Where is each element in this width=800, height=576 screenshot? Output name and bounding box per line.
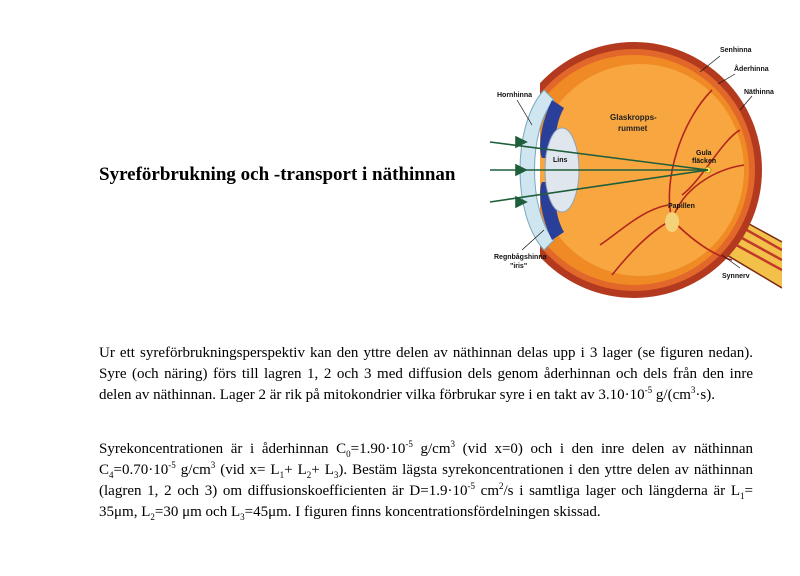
label-hornhinna: Hornhinna [497,92,532,99]
paragraph-problem: Syrekoncentrationen är i åderhinnan $C_0=1.90\cdot 10^{-5}$ $g/cm^3$ (vid x=0) och i den inre delen av näthinnan $C_4=0.70\cdot 10^{-5}$ $g/cm^3$ (vid $x= L_1+ L_2+ L_3$). Bestäm lägsta syrekoncentrationen i den yttre delen av näthinnan (lagren 1, 2 och 3) om diffusionskoefficienten är $D=1.9\cdot 10^{-5}$ $cm^2/s$ i samtliga lager och längderna är $L_1= 35\mu m$, $L_2=30$ μm och $L_3=45\mu m$. I figuren finns koncentrationsfördelningen skissad. [99,439,753,522]
page-title: Syreförbrukning och -transport i näthinnan [99,164,456,185]
label-synnerv: Synnerv [722,273,750,280]
label-senhinna: Senhinna [720,47,752,54]
eye-diagram [482,30,782,300]
label-gula-1: Gula [696,150,712,157]
label-regnbagshinna-2: "iris" [510,263,528,270]
label-nathinna: Näthinna [744,89,774,96]
label-glaskropp-2: rummet [618,124,648,133]
label-gula-2: fläcken [692,158,717,165]
label-aderhinna: Åderhinna [734,66,769,73]
label-glaskropp-1: Glaskropps- [610,113,657,122]
paragraph-intro: Ur ett syreförbrukningsperspektiv kan den yttre delen av näthinnan delas upp i 3 lager (se figuren nedan). Syre (och näring) förs till lagren 1, 2 och 3 med diffusion dels genom åderhinnan och dels från den inre delen av näthinnan. Lager 2 är rik på mitokondrier vilka förbrukar syre i en takt av $3.10\cdot 10^{-5}$ $g/(cm^3\cdot s)$. [99,345,753,403]
label-papillen: Papillen [668,203,695,210]
optic-disc [665,212,679,232]
label-lins: Lins [553,157,568,164]
label-regnbagshinna-1: Regnbågshinna [494,254,547,261]
